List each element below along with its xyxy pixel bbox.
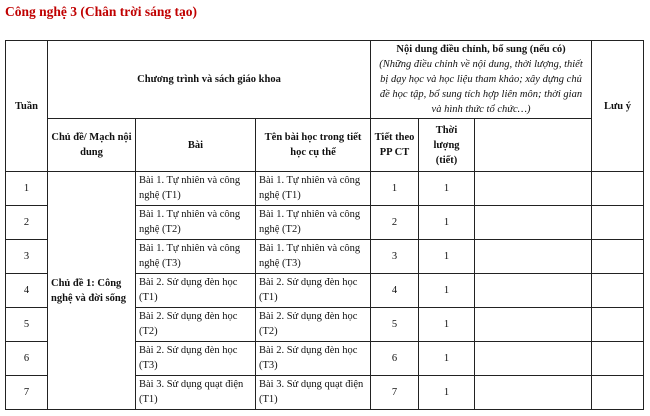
header-noi-dung-title: Nội dung điều chỉnh, bổ sung (nếu có) — [396, 44, 566, 55]
cell-tuan: 3 — [6, 240, 48, 274]
cell-tiet: 3 — [371, 240, 419, 274]
document-title: Công nghệ 3 (Chân trời sáng tạo) — [5, 4, 197, 19]
cell-luu-y — [592, 376, 644, 410]
cell-tiet: 4 — [371, 274, 419, 308]
cell-bai: Bài 1. Tự nhiên và công nghệ (T1) — [136, 172, 256, 206]
cell-tuan: 6 — [6, 342, 48, 376]
header-noi-dung-note: (Những điều chỉnh về nội dung, thời lượng, thiết bị dạy học và học liệu tham khảo; xây dựng chủ đề học tập, bổ sung tích hợp liên môn; thời gian và hình thức tổ chức…) — [379, 59, 583, 115]
cell-noi-dung — [475, 240, 592, 274]
cell-luu-y — [592, 308, 644, 342]
cell-tiet: 5 — [371, 308, 419, 342]
cell-noi-dung — [475, 376, 592, 410]
cell-ten-bai: Bài 1. Tự nhiên và công nghệ (T1) — [256, 172, 371, 206]
cell-thoi-luong: 1 — [419, 172, 475, 206]
header-chuong-trinh: Chương trình và sách giáo khoa — [48, 41, 371, 119]
cell-noi-dung — [475, 206, 592, 240]
header-tiet: Tiết theo PP CT — [371, 119, 419, 172]
cell-tuan: 2 — [6, 206, 48, 240]
cell-ten-bai: Bài 2. Sử dụng đèn học (T1) — [256, 274, 371, 308]
cell-ten-bai: Bài 3. Sử dụng quạt điện (T1) — [256, 376, 371, 410]
cell-tiet: 7 — [371, 376, 419, 410]
header-thoi-luong: Thời lượng (tiết) — [419, 119, 475, 172]
cell-bai: Bài 2. Sử dụng đèn học (T3) — [136, 342, 256, 376]
header-row-2 — [6, 119, 644, 172]
header-chu-de: Chủ đề/ Mạch nội dung — [48, 119, 136, 172]
cell-bai: Bài 3. Sử dụng quạt điện (T1) — [136, 376, 256, 410]
header-luu-y: Lưu ý — [592, 41, 644, 172]
cell-ten-bai: Bài 2. Sử dụng đèn học (T2) — [256, 308, 371, 342]
cell-bai: Bài 2. Sử dụng đèn học (T1) — [136, 274, 256, 308]
cell-luu-y — [592, 274, 644, 308]
header-row-1 — [6, 41, 644, 119]
cell-noi-dung — [475, 342, 592, 376]
cell-tiet: 1 — [371, 172, 419, 206]
cell-ten-bai: Bài 1. Tự nhiên và công nghệ (T2) — [256, 206, 371, 240]
cell-thoi-luong: 1 — [419, 308, 475, 342]
cell-noi-dung — [475, 172, 592, 206]
header-tuan: Tuần — [6, 41, 48, 172]
table-row — [6, 172, 644, 206]
cell-luu-y — [592, 172, 644, 206]
cell-luu-y — [592, 240, 644, 274]
curriculum-table — [5, 40, 644, 410]
cell-thoi-luong: 1 — [419, 274, 475, 308]
header-empty — [475, 119, 592, 172]
cell-tiet: 2 — [371, 206, 419, 240]
cell-tuan: 7 — [6, 376, 48, 410]
cell-luu-y — [592, 206, 644, 240]
cell-ten-bai: Bài 1. Tự nhiên và công nghệ (T3) — [256, 240, 371, 274]
header-bai: Bài — [136, 119, 256, 172]
cell-tuan: 4 — [6, 274, 48, 308]
cell-tiet: 6 — [371, 342, 419, 376]
header-ten-bai: Tên bài học trong tiết học cụ thể — [256, 119, 371, 172]
cell-bai: Bài 1. Tự nhiên và công nghệ (T2) — [136, 206, 256, 240]
cell-noi-dung — [475, 308, 592, 342]
cell-bai: Bài 1. Tự nhiên và công nghệ (T3) — [136, 240, 256, 274]
cell-ten-bai: Bài 2. Sử dụng đèn học (T3) — [256, 342, 371, 376]
cell-tuan: 5 — [6, 308, 48, 342]
cell-thoi-luong: 1 — [419, 240, 475, 274]
cell-thoi-luong: 1 — [419, 376, 475, 410]
cell-thoi-luong: 1 — [419, 206, 475, 240]
cell-topic: Chủ đề 1: Công nghệ và đời sống — [48, 172, 136, 410]
cell-bai: Bài 2. Sử dụng đèn học (T2) — [136, 308, 256, 342]
cell-thoi-luong: 1 — [419, 342, 475, 376]
cell-luu-y — [592, 342, 644, 376]
cell-tuan: 1 — [6, 172, 48, 206]
header-noi-dung — [371, 41, 592, 119]
cell-noi-dung — [475, 274, 592, 308]
